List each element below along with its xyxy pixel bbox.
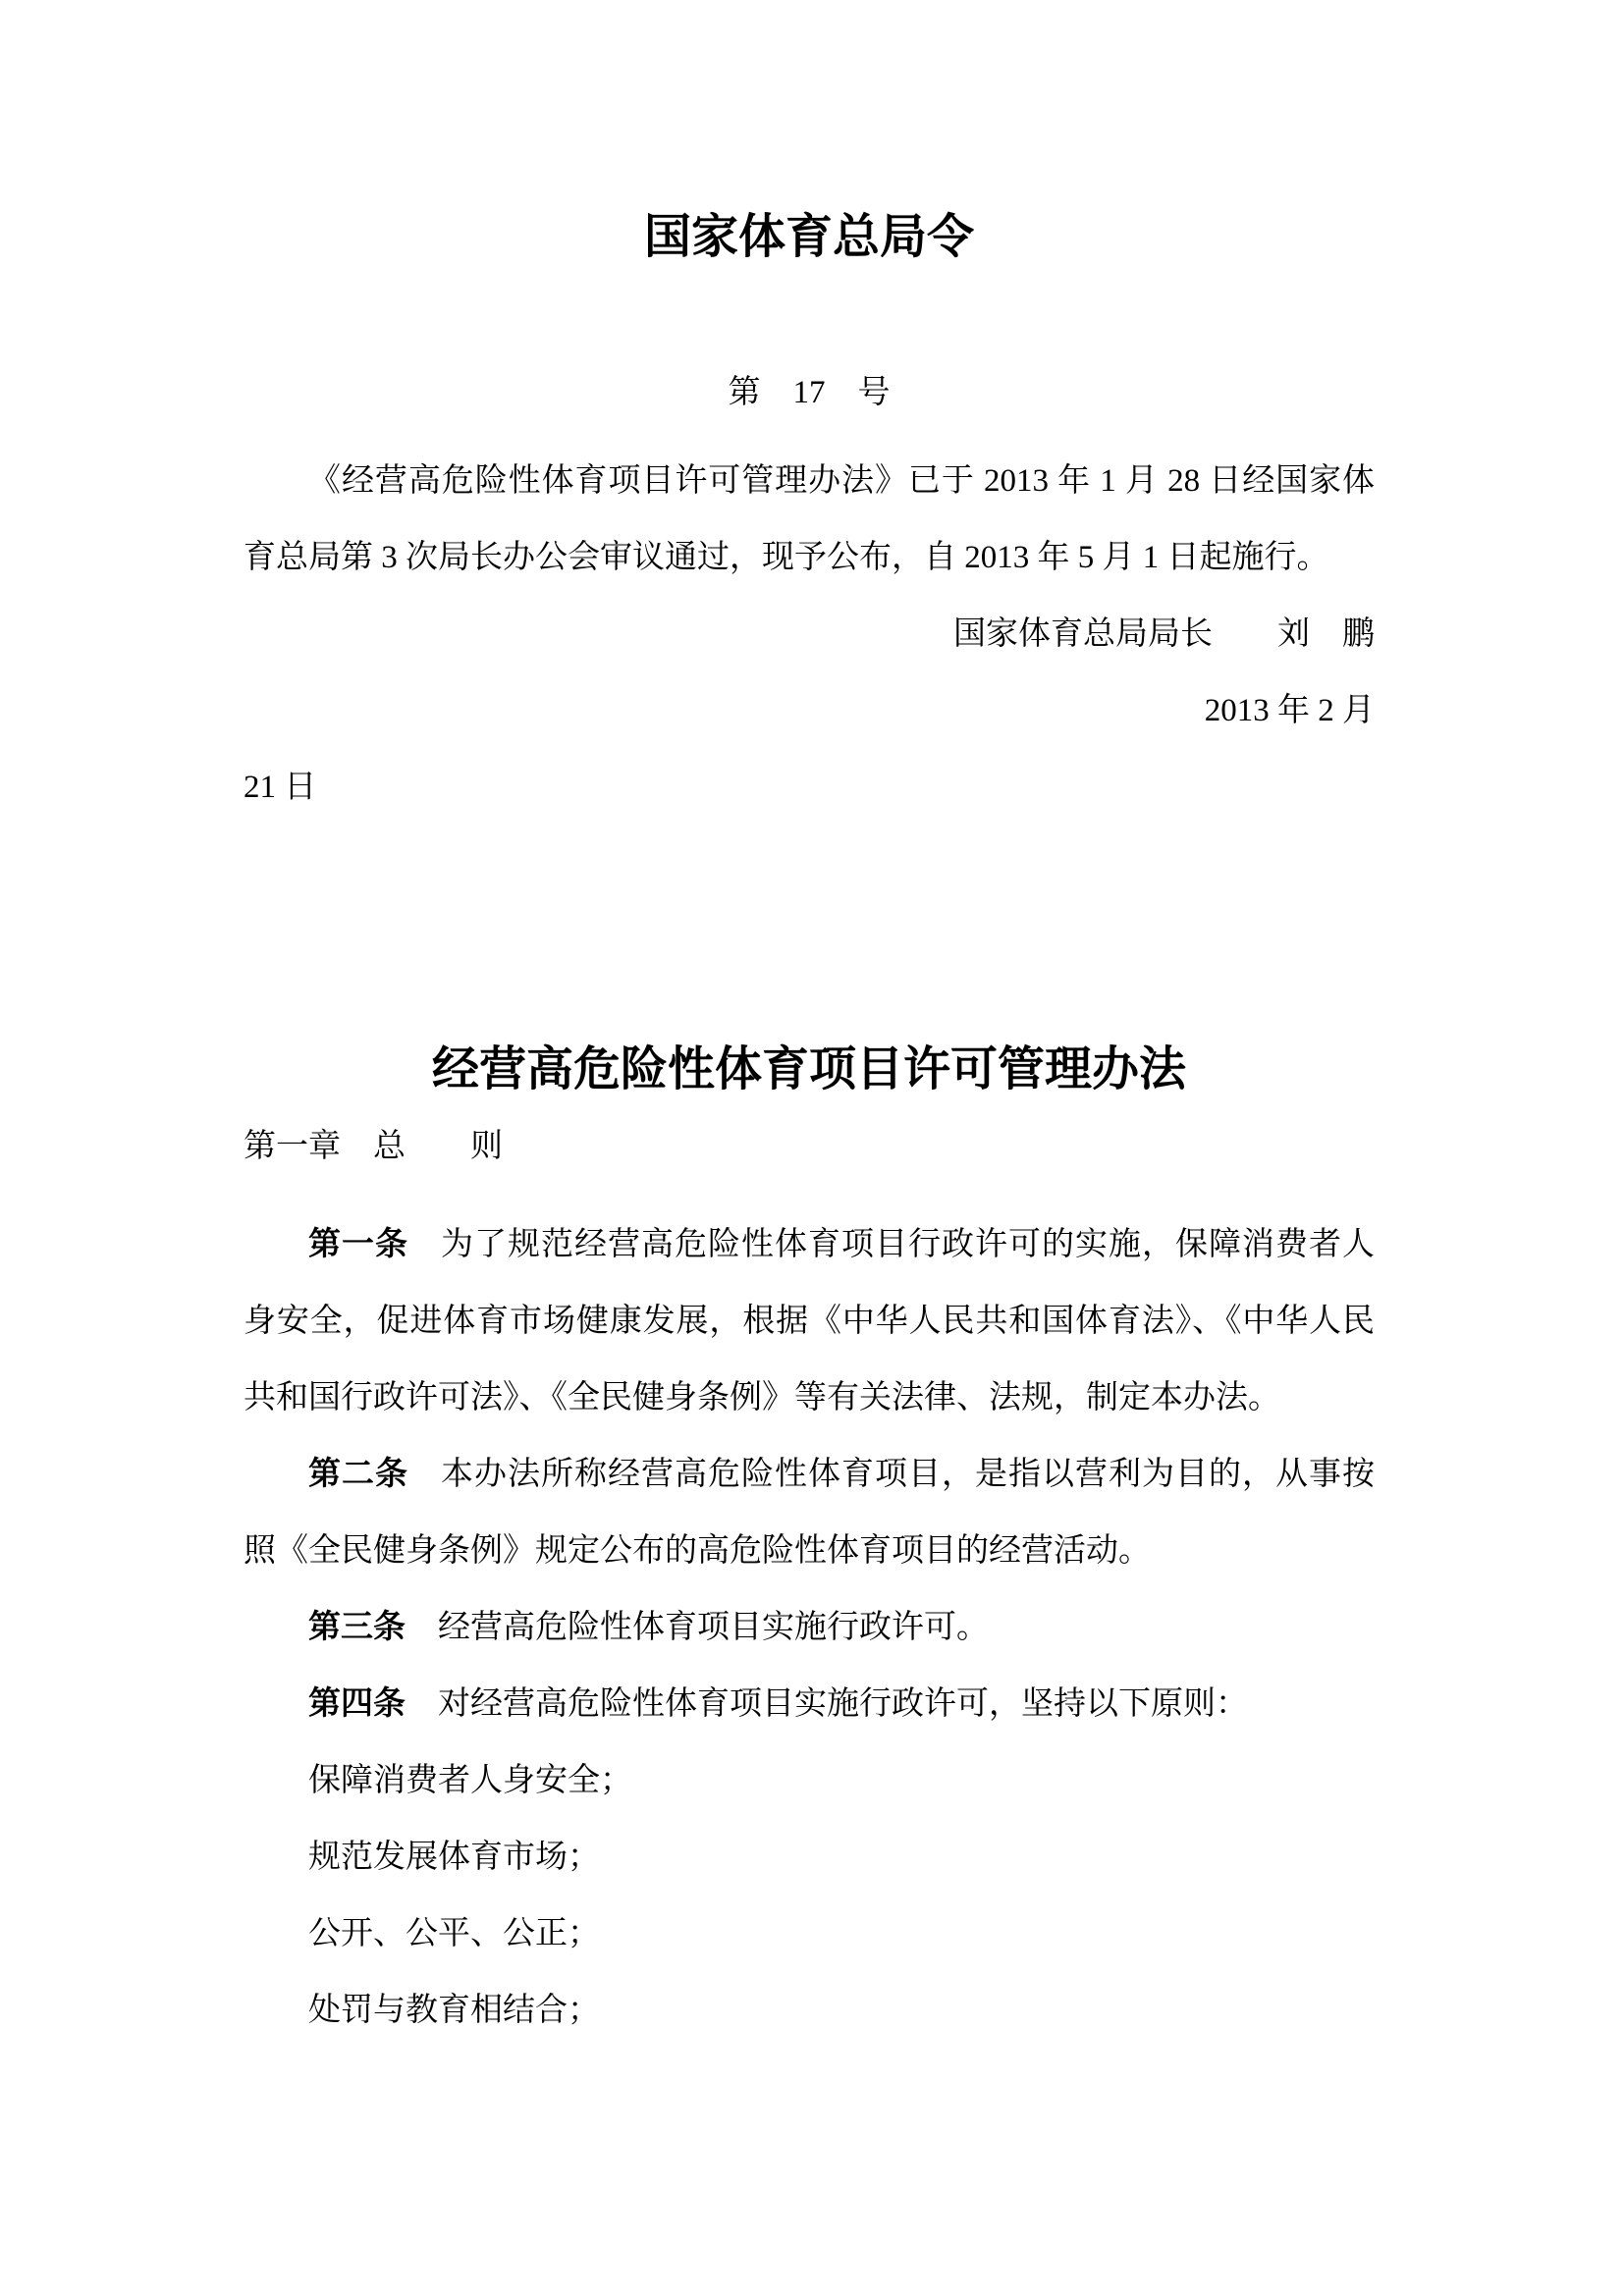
principle-item-2: 规范发展体育市场； — [308, 1840, 600, 1875]
article-4 — [244, 1666, 1375, 1742]
article-2-label: 第二条 — [308, 1457, 408, 1492]
announcement-paragraph: 《经营高危险性体育项目许可管理办法》已于 2013 年 1 月 28 日经国家体育总局第 3 次局长办公会审议通过，现予公布，自 2013 年 5 月 1 日起施行。 — [244, 463, 1375, 575]
principle-item-4: 处罚与教育相结合； — [308, 1993, 600, 2028]
signature-line: 国家体育总局局长 刘 鹏 — [953, 616, 1375, 652]
article-3-text: 经营高危险性体育项目实施行政许可。 — [438, 1610, 989, 1645]
article-3 — [244, 1589, 1375, 1666]
article-4-text: 对经营高危险性体育项目实施行政许可，坚持以下原则： — [438, 1686, 1248, 1722]
article-1-label: 第一条 — [308, 1227, 408, 1262]
date-line-2: 21 日 — [244, 770, 317, 805]
principle-item-1: 保障消费者人身安全； — [308, 1763, 632, 1798]
article-2-text: 本办法所称经营高危险性体育项目，是指以营利为目的，从事按照《全民健身条例》规定公布的高危险性体育项目的经营活动。 — [244, 1457, 1375, 1569]
article-3-label: 第三条 — [308, 1610, 406, 1645]
article-4-label: 第四条 — [308, 1686, 406, 1722]
article-1 — [244, 1206, 1375, 1436]
decree-title: 国家体育总局令 — [643, 211, 974, 263]
chapter-heading: 第一章 总 则 — [244, 1129, 503, 1164]
article-2 — [244, 1436, 1375, 1589]
principle-item-3: 公开、公平、公正； — [308, 1916, 600, 1951]
decree-number: 第 17 号 — [728, 375, 891, 410]
date-line-1: 2013 年 2 月 — [1204, 693, 1375, 728]
regulation-title: 经营高危险性体育项目许可管理办法 — [431, 1043, 1186, 1095]
article-1-text: 为了规范经营高危险性体育项目行政许可的实施，保障消费者人身安全，促进体育市场健康发展，根据《中华人民共和国体育法》、《中华人民共和国行政许可法》、《全民健身条例》等有关法律、法规，制定本办法。 — [244, 1227, 1375, 1415]
